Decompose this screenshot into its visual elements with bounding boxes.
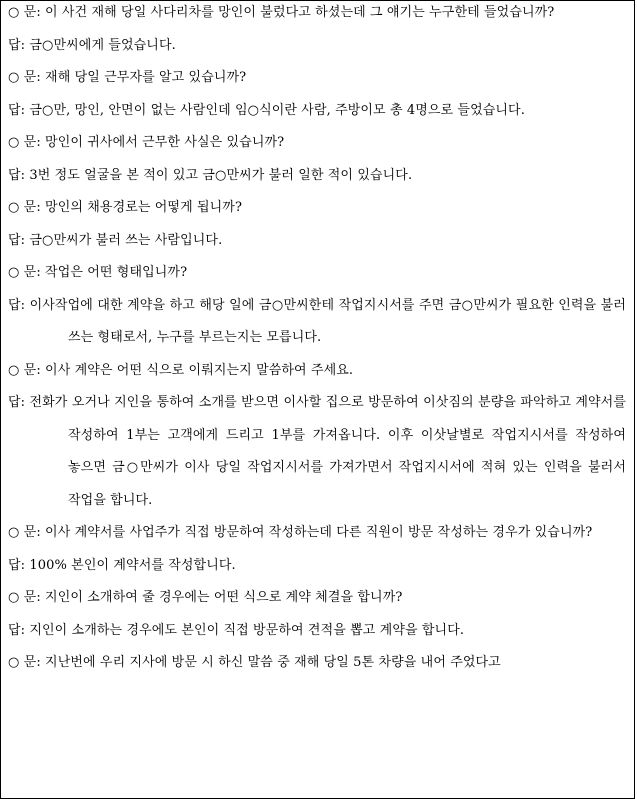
question-4: ○ 문: 망인의 채용경로는 어떻게 됩니까? (8, 200, 243, 215)
question-9: ○ 문: 지난번에 우리 지사에 방문 시 하신 말씀 중 재해 당일 5톤 차량을 내어 주었다고 (8, 655, 501, 670)
answer-1: 답: 금○만씨에게 들었습니다. (8, 37, 176, 53)
question-2: ○ 문: 재해 당일 근무자를 알고 있습니까? (8, 70, 247, 85)
answer-3: 답: 3번 정도 얼굴을 본 적이 있고 금○만씨가 불러 일한 적이 있습니다. (8, 167, 413, 183)
answer-5: 답: 이사작업에 대한 계약을 하고 해당 일에 금○만씨한테 작업지시서를 주면 금○만씨가 필요한 인력을 불러 쓰는 형태로서, 누구를 부르는지는 모릅니다. (8, 297, 626, 345)
answer-6: 답: 전화가 오거나 지인을 통하여 소개를 받으면 이사할 집으로 방문하여 이삿짐의 분량을 파악하고 계약서를 작성하여 1부는 고객에게 드리고 1부를 가져옵니다. 이후 이삿날별로 작업지시서를 작성하여 놓으면 금○만씨가 이사 당일 작업지시서를 가져가면서 작업지시서에 적혀 있는 인력을 불러서 작업을 합니다. (8, 395, 626, 508)
answer-4: 답: 금○만씨가 불러 쓰는 사람입니다. (8, 232, 223, 248)
interview-transcript (1, 0, 634, 680)
question-8: ○ 문: 지인이 소개하여 줄 경우에는 어떤 식으로 계약 체결을 합니까? (8, 590, 403, 605)
answer-2: 답: 금○만, 망인, 안면이 없는 사람인데 임○식이란 사람, 주방이모 총 4명으로 들었습니다. (8, 102, 525, 118)
question-1: ○ 문: 이 사건 재해 당일 사다리차를 망인이 불렀다고 하셨는데 그 얘기는 누구한테 들었습니까? (8, 5, 555, 20)
answer-7: 답: 100% 본인이 계약서를 작성합니다. (8, 557, 236, 573)
question-7: ○ 문: 이사 계약서를 사업주가 직접 방문하여 작성하는데 다른 직원이 방문 작성하는 경우가 있습니까? (8, 525, 593, 540)
answer-8: 답: 지인이 소개하는 경우에도 본인이 직접 방문하여 견적을 뽑고 계약을 합니다. (8, 622, 465, 638)
question-5: ○ 문: 작업은 어떤 형태입니까? (8, 265, 188, 280)
question-6: ○ 문: 이사 계약은 어떤 식으로 이뤄지는지 말씀하여 주세요. (8, 362, 354, 378)
question-3: ○ 문: 망인이 귀사에서 근무한 사실은 있습니까? (8, 135, 285, 150)
